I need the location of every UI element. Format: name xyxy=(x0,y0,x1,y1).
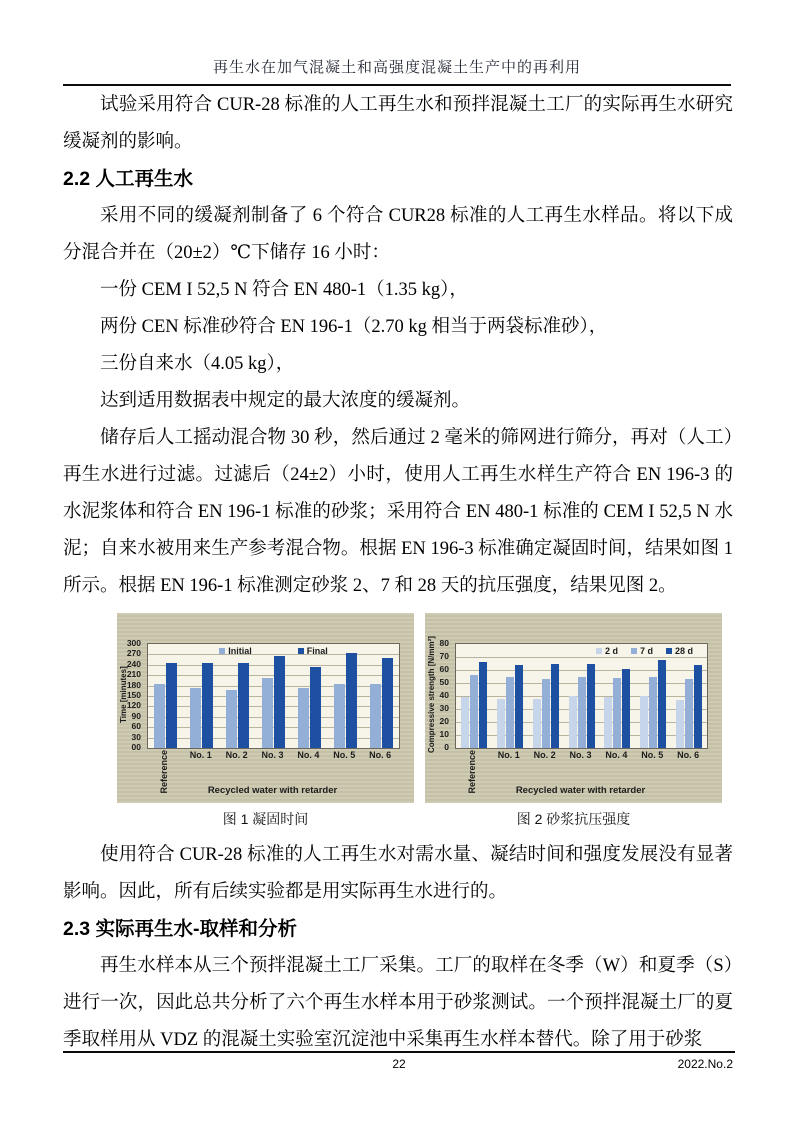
bar-Initial xyxy=(154,684,165,748)
y-tick-label: 10 xyxy=(439,729,449,739)
x-tick-label: No. 2 xyxy=(533,750,556,760)
figure-2-strength-chart xyxy=(425,613,722,803)
legend-item xyxy=(631,646,653,656)
page-body xyxy=(63,87,733,1059)
bar-2d xyxy=(497,699,505,748)
bar-7d xyxy=(470,675,478,748)
bar-group xyxy=(456,644,492,748)
bar-Initial xyxy=(298,688,309,748)
y-axis-label: Compressive strength [N/mm²] xyxy=(427,636,436,754)
figure-2-caption: 图 2 砂浆抗压强度 xyxy=(516,811,631,827)
x-tick-label: No. 1 xyxy=(189,750,212,760)
x-tick-label: No. 2 xyxy=(225,750,248,760)
legend-item xyxy=(219,646,252,656)
list-item: 达到适用数据表中规定的最大浓度的缓凝剂。 xyxy=(100,391,471,411)
bar-28d xyxy=(479,662,487,748)
legend-label: 2 d xyxy=(604,646,618,656)
bar-Initial xyxy=(334,684,345,748)
y-tick-label: 210 xyxy=(126,669,141,680)
x-tick-label: No. 5 xyxy=(333,750,356,760)
x-tick-label: Reference xyxy=(467,750,478,794)
figures-row xyxy=(117,613,722,803)
y-tick-label: 240 xyxy=(126,658,141,669)
y-axis-ticks xyxy=(425,636,452,754)
bar-2d xyxy=(533,699,541,748)
bar-group xyxy=(184,644,220,748)
x-tick-label: No. 6 xyxy=(369,750,392,760)
bar-group xyxy=(564,644,600,748)
y-tick-label: 270 xyxy=(126,648,141,659)
x-tick-label: No. 6 xyxy=(677,750,700,760)
bar-28d xyxy=(658,660,666,748)
bar-Initial xyxy=(190,688,201,748)
legend-item xyxy=(666,646,693,656)
bar-Final xyxy=(310,667,321,748)
section-heading-2-2: 2.2 人工再生水 xyxy=(63,168,194,190)
y-tick-label: 30 xyxy=(439,703,449,713)
bar-group xyxy=(256,644,292,748)
legend-label: Initial xyxy=(228,646,252,656)
x-tick-label: No. 4 xyxy=(605,750,628,760)
list-item: 一份 CEM I 52,5 N 符合 EN 480-1（1.35 kg）， xyxy=(100,280,468,300)
x-tick-label: No. 3 xyxy=(261,750,284,760)
bar-7d xyxy=(506,677,514,749)
bar-Initial xyxy=(262,678,273,748)
paragraph: 采用不同的缓凝剂制备了 6 个符合 CUR28 标准的人工再生水样品。将以下成分混合并在（20±2）℃下储存 16 小时： xyxy=(63,206,733,263)
bar-7d xyxy=(685,679,693,748)
y-tick-label: 60 xyxy=(131,721,141,732)
x-axis-title: Recycled water with retarder xyxy=(515,785,646,796)
bar-Initial xyxy=(226,690,237,748)
legend-swatch xyxy=(596,648,602,654)
figure-1-setting-time-chart xyxy=(117,613,414,803)
bar-group xyxy=(148,644,184,748)
y-axis-ticks xyxy=(117,638,144,752)
bar-Final xyxy=(346,653,357,748)
section-heading-2-3: 2.3 实际再生水-取样和分析 xyxy=(63,918,298,940)
page-footer xyxy=(63,1051,735,1077)
y-tick-label: 40 xyxy=(439,690,449,700)
x-tick-label: No. 3 xyxy=(569,750,592,760)
bar-7d xyxy=(542,679,550,748)
x-tick-label: Reference xyxy=(159,750,170,794)
bar-2d xyxy=(569,696,577,748)
bar-28d xyxy=(587,664,595,748)
bar-group xyxy=(671,644,707,748)
x-axis-title: Recycled water with retarder xyxy=(207,785,338,796)
bar-2d xyxy=(640,696,648,748)
legend-label: 7 d xyxy=(639,646,653,656)
y-tick-label: 00 xyxy=(131,742,141,752)
bar-2d xyxy=(461,697,469,748)
bar-Final xyxy=(238,663,249,748)
legend-label: Final xyxy=(306,646,328,656)
y-tick-label: 80 xyxy=(439,638,449,648)
paragraph: 储存后人工摇动混合物 30 秒，然后通过 2 毫米的筛网进行筛分，再对（人工）再生水进行过滤。过滤后（24±2）小时，使用人工再生水样生产符合 EN 196-3 的水泥浆体和符合 EN 196-1 标准的砂浆；采用符合 EN 480-1 标准的 CEM I 52,5 N 水泥；自来水被用来生产参考混合物。根据 EN 196-3 标准确定凝固时间，结果如图 1 所示。根据 EN 196-1 标准测定砂浆 2、7 和 28 天的抗压强度，结果见图 2。 xyxy=(63,428,733,596)
legend-swatch xyxy=(298,648,304,654)
page-number: 22 xyxy=(392,1057,406,1071)
x-tick-label: No. 4 xyxy=(297,750,320,760)
plot-area xyxy=(147,643,400,749)
bars xyxy=(148,644,399,748)
y-tick-label: 60 xyxy=(439,664,449,674)
paragraph: 试验采用符合 CUR-28 标准的人工再生水和预拌混凝土工厂的实际再生水研究缓凝剂的影响。 xyxy=(63,95,733,152)
figure-1-caption: 图 1 凝固时间 xyxy=(222,811,309,827)
y-tick-label: 30 xyxy=(131,731,141,742)
bar-28d xyxy=(622,669,630,748)
paragraph: 使用符合 CUR-28 标准的人工再生水对需水量、凝结时间和强度发展没有显著影响。因此，所有后续实验都是用实际再生水进行的。 xyxy=(63,845,733,902)
bar-group xyxy=(327,644,363,748)
bar-group xyxy=(220,644,256,748)
legend-swatch xyxy=(219,648,225,654)
running-header xyxy=(63,56,731,86)
y-tick-label: 90 xyxy=(131,710,141,721)
list-item: 两份 CEN 标准砂符合 EN 196-1（2.70 kg 相当于两袋标准砂）， xyxy=(100,317,608,337)
bar-Final xyxy=(202,663,213,748)
bar-group xyxy=(492,644,528,748)
list-item: 三份自来水（4.05 kg）， xyxy=(100,354,295,374)
bar-28d xyxy=(551,664,559,749)
bar-2d xyxy=(676,700,684,748)
bar-7d xyxy=(613,678,621,748)
legend-swatch xyxy=(666,648,672,654)
running-header-title: 再生水在加气混凝土和高强度混凝土生产中的再利用 xyxy=(212,60,581,76)
bar-Initial xyxy=(370,684,381,748)
legend-item xyxy=(596,646,618,656)
bar-28d xyxy=(694,665,702,748)
bars xyxy=(456,644,707,748)
x-tick-label: No. 5 xyxy=(641,750,664,760)
y-axis-label: Time [minutes] xyxy=(119,666,128,724)
y-tick-label: 300 xyxy=(126,638,141,648)
y-tick-label: 0 xyxy=(444,742,449,752)
y-tick-label: 70 xyxy=(439,651,449,661)
y-tick-label: 180 xyxy=(126,679,141,690)
y-tick-label: 50 xyxy=(439,677,449,687)
y-tick-label: 20 xyxy=(439,716,449,726)
bar-group xyxy=(528,644,564,748)
footer-inner xyxy=(63,1053,735,1077)
legend-swatch xyxy=(631,648,637,654)
bar-group xyxy=(599,644,635,748)
bar-Final xyxy=(166,663,177,748)
y-tick-label: 120 xyxy=(126,700,141,711)
legend-label: 28 d xyxy=(674,646,693,656)
legend xyxy=(148,646,399,656)
bar-2d xyxy=(604,697,612,748)
bar-group xyxy=(635,644,671,748)
bar-group xyxy=(363,644,399,748)
x-tick-label: No. 1 xyxy=(497,750,520,760)
bar-Final xyxy=(274,656,285,748)
figure-captions xyxy=(117,809,722,829)
paragraph: 再生水样本从三个预拌混凝土工厂采集。工厂的取样在冬季（W）和夏季（S）进行一次，因此总共分析了六个再生水样本用于砂浆测试。一个预拌混凝土厂的夏季取样用从 VDZ 的混凝土实验室沉淀池中采集再生水样本替代。除了用于砂浆 xyxy=(63,956,733,1050)
bar-7d xyxy=(649,677,657,749)
journal-issue: 2022.No.2 xyxy=(677,1057,733,1071)
legend xyxy=(456,646,707,656)
y-tick-label: 150 xyxy=(126,690,141,700)
bar-Final xyxy=(382,658,393,748)
legend-item xyxy=(298,646,328,656)
bar-group xyxy=(291,644,327,748)
bar-28d xyxy=(515,665,523,748)
bar-7d xyxy=(578,677,586,749)
plot-area xyxy=(455,643,708,749)
